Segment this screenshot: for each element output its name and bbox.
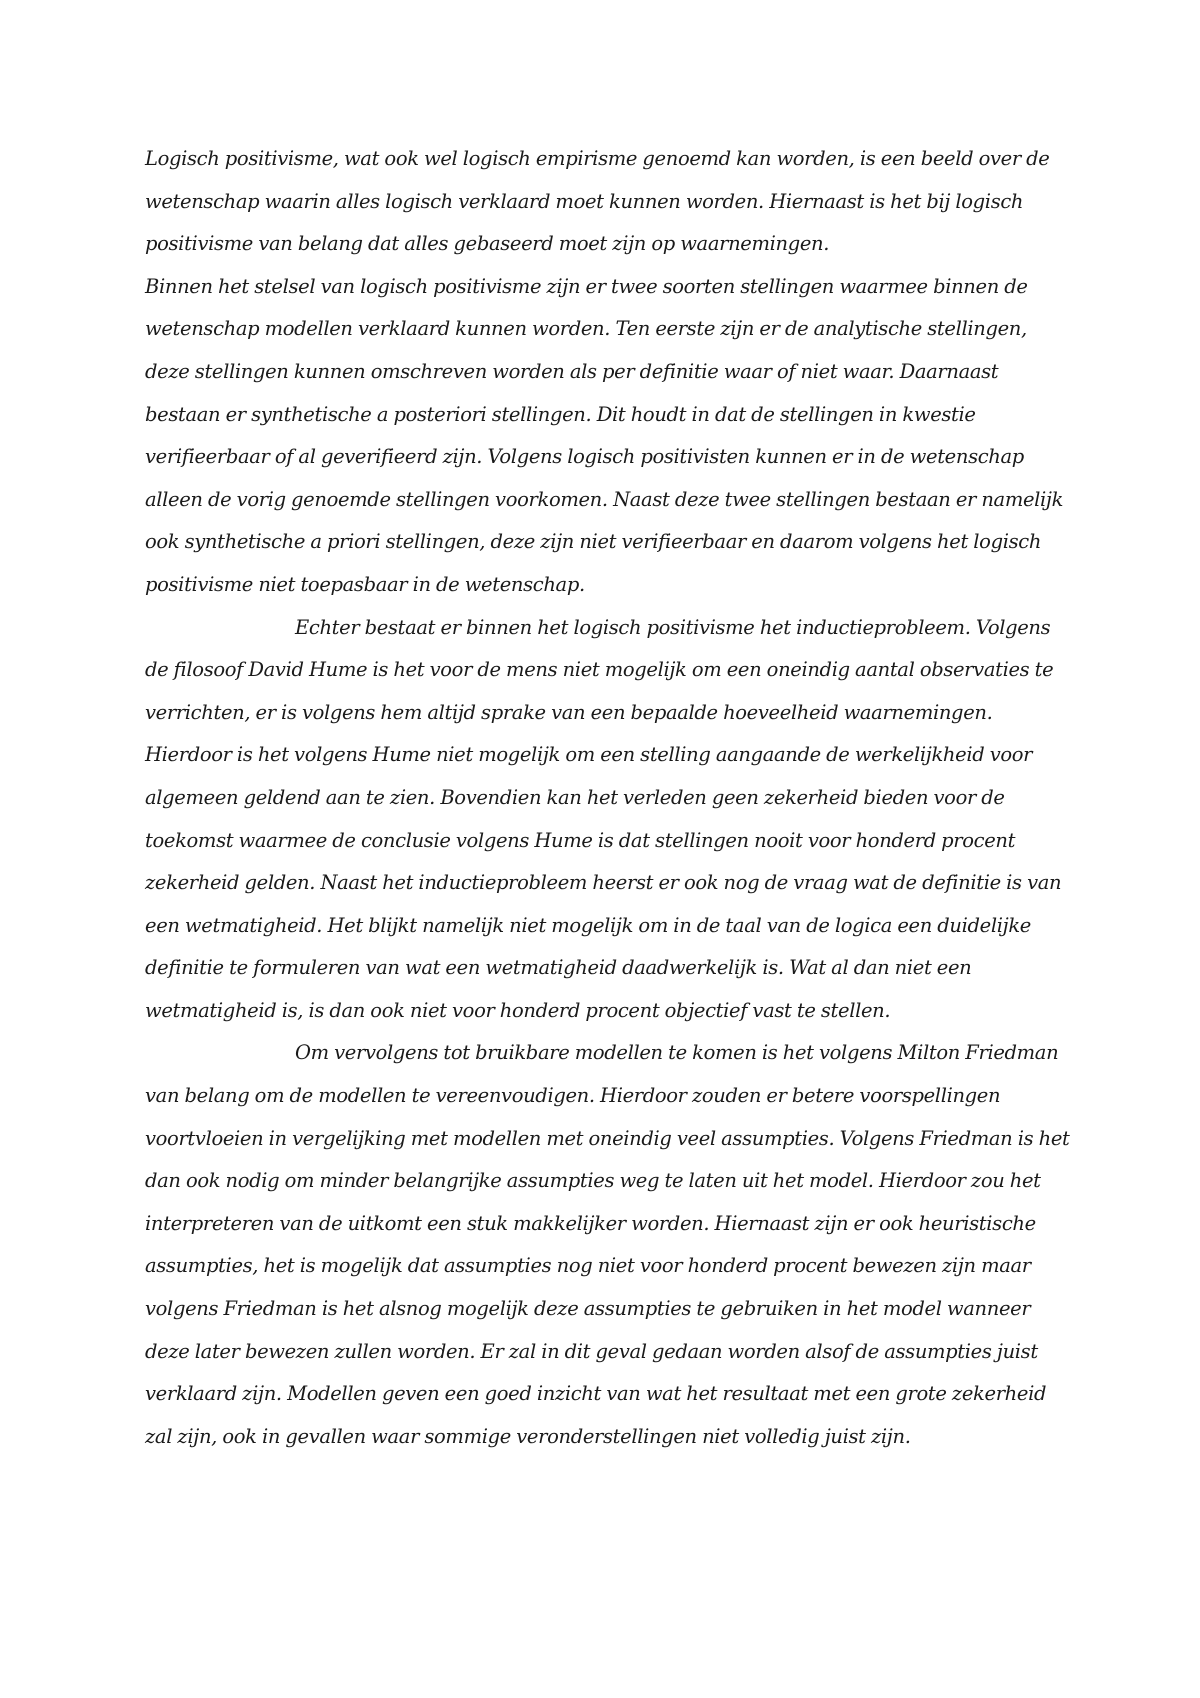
paragraph-friedman-modellen: Om vervolgens tot bruikbare modellen te komen is het volgens Milton Friedman van belang om de modellen te vereenvoudigen. Hierdoor zouden er betere voorspellingen voortvloeien in vergelijking met modellen met oneindig veel assumpties. Volgens Friedman is het dan ook nodig om minder belangrijke assumpties weg te laten uit het model. Hierdoor zou het interpreteren van de uitkomt een stuk makkelijker worden. Hiernaast zijn er ook heuristische assumpties, het is mogelijk dat assumpties nog niet voor honderd procent bewezen zijn maar volgens Friedman is het alsnog mogelijk deze assumpties te gebruiken in het model wanneer deze later bewezen zullen worden. Er zal in dit geval gedaan worden alsof de assumpties juist verklaard zijn. Modellen geven een goed inzicht van wat het resultaat met een grote zekerheid zal zijn, ook in gevallen waar sommige veronderstellingen niet volledig juist zijn. [145, 1041, 1070, 1448]
paragraph-inductieprobleem: Echter bestaat er binnen het logisch positivisme het inductieprobleem. Volgens de filosoof David Hume is het voor de mens niet mogelijk om een oneindig aantal observaties te verrichten, er is volgens hem altijd sprake van een bepaalde hoeveelheid waarnemingen. Hierdoor is het volgens Hume niet mogelijk om een stelling aangaande de werkelijkheid voor algemeen geldend aan te zien. Bovendien kan het verleden geen zekerheid bieden voor de toekomst waarmee de conclusie volgens Hume is dat stellingen nooit voor honderd procent zekerheid gelden. Naast het inductieprobleem heerst er ook nog de vraag wat de definitie is van een wetmatigheid. Het blijkt namelijk niet mogelijk om in de taal van de logica een duidelijke definitie te formuleren van wat een wetmatigheid daadwerkelijk is. Wat al dan niet een wetmatigheid is, is dan ook niet voor honderd procent objectief vast te stellen. [145, 615, 1062, 1022]
document-body [145, 138, 1070, 1458]
paragraph-stellingen: Binnen het stelsel van logisch positivisme zijn er twee soorten stellingen waarmee binnen de wetenschap modellen verklaard kunnen worden. Ten eerste zijn er de analytische stellingen, deze stellingen kunnen omschreven worden als per definitie waar of niet waar. Daarnaast bestaan er synthetische a posteriori stellingen. Dit houdt in dat de stellingen in kwestie verifieerbaar of al geverifieerd zijn. Volgens logisch positivisten kunnen er in de wetenschap alleen de vorig genoemde stellingen voorkomen. Naast deze twee stellingen bestaan er namelijk ook synthetische a priori stellingen, deze zijn niet verifieerbaar en daarom volgens het logisch positivisme niet toepasbaar in de wetenschap. [145, 274, 1064, 596]
paragraph-logisch-positivisme-intro: Logisch positivisme, wat ook wel logisch empirisme genoemd kan worden, is een beeld over de wetenschap waarin alles logisch verklaard moet kunnen worden. Hiernaast is het bij logisch positivisme van belang dat alles gebaseerd moet zijn op waarnemingen. [145, 147, 1050, 256]
